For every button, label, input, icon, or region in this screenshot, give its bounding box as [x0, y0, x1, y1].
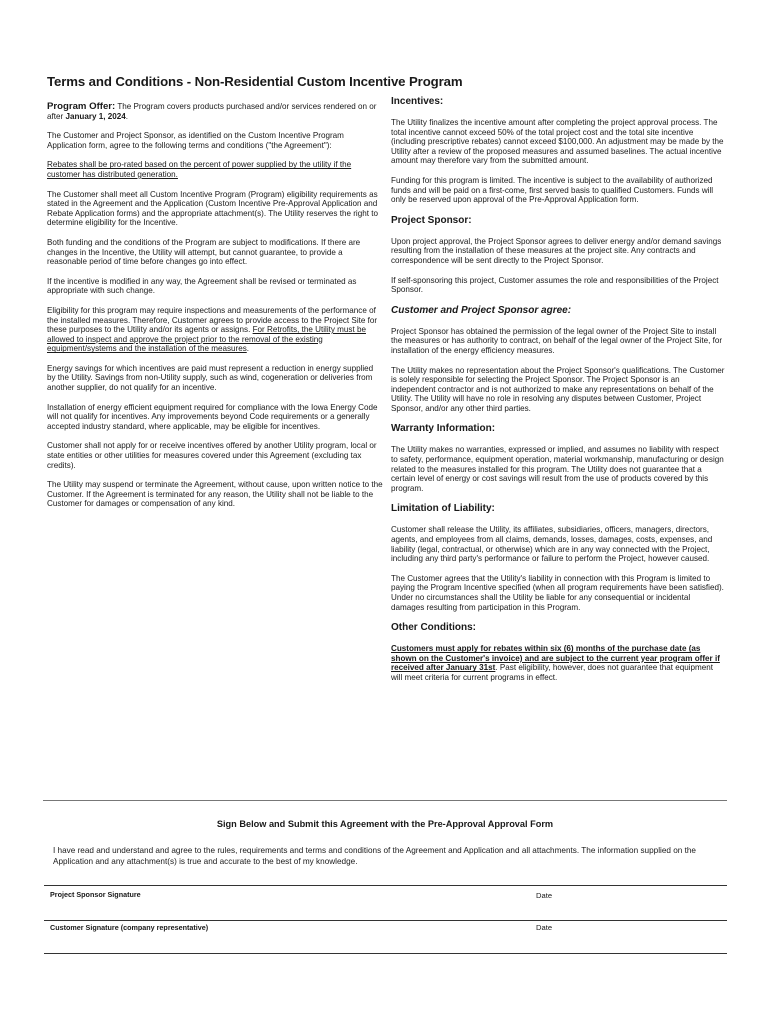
- left-column: [47, 102, 383, 519]
- text-span: Eligibility for this program may require inspections and measurements of the performance of the installed measures. Therefore, Customer agrees to provide access to the Project Site for these purposes to the Utility and/or its agents or assigns.: [47, 305, 378, 335]
- right-paragraph: The Utility makes no warranties, expressed or implied, and assumes no liability with respect to safety, performance, equipment operation, material workmanship, manufacturing or design related to the measures installed for this program. The Utility does not guarantee that a certain level of energy or cost savings will result from the use of products covered by this program.: [391, 445, 724, 493]
- heading-liability: Limitation of Liability:: [391, 503, 495, 515]
- customer-signature-label: Customer Signature (company representative): [50, 923, 209, 932]
- text-span: . Past eligibility, however, does not guarantee that equipment will meet criteria for current programs in effect.: [391, 663, 714, 682]
- left-paragraph: Installation of energy efficient equipment required for compliance with the Iowa Energy Code will not qualify for incentives. Any improvements beyond Code requirements or a generally accepted industry standard, where applicable, may be eligible for incentives.: [47, 402, 378, 431]
- program-offer: [47, 102, 383, 121]
- signature-section-title: Sign Below and Submit this Agreement with the Pre-Approval Approval Form: [216, 819, 554, 829]
- left-paragraph: Energy savings for which incentives are paid must represent a reduction in energy supplied by the Utility. Savings from non-Utility supply, such as wind, cogeneration or deliveries from another supplier, do not qualify for an incentive.: [47, 363, 374, 393]
- project-sponsor-signature-line[interactable]: [44, 920, 727, 921]
- text-span: .: [246, 344, 250, 354]
- heading-other-conditions: Other Conditions:: [391, 622, 476, 634]
- right-paragraph: The Utility makes no representation about the Project Sponsor's qualifications. The Customer is solely responsible for selecting the Project Sponsor. The Project Sponsor is an independent contractor and is not authorized to make any representations on behalf of the Utility. The Utility will have no role in resolving any disputes between Customer, Project Sponsor, and/or any other third parties.: [391, 365, 725, 413]
- bold-underlined-text: Customers must apply for rebates within six (6) months of the purchase date (as shown on the Customer's invoice) and are subject to the current year program offer if received after January 31st: [391, 644, 720, 673]
- program-offer-date: January 1, 2024: [65, 111, 126, 121]
- right-paragraph: If self-sponsoring this project, Customer assumes the role and responsibilities of the Project Sponsor.: [391, 275, 719, 295]
- right-paragraph: [391, 644, 725, 682]
- program-offer-text: The Program covers products purchased and/or services rendered on or after: [47, 102, 377, 121]
- program-offer-label: Program Offer:: [47, 101, 116, 112]
- right-paragraph: Upon project approval, the Project Sponsor agrees to deliver energy and/or demand savings resulting from the installation of these measures at the project site. Any contracts and correspondence will be sent directly to the Project Sponsor.: [391, 236, 722, 265]
- page-title: Terms and Conditions - Non-Residential Custom Incentive Program: [47, 74, 463, 89]
- agreement-statement: I have read and understand and agree to the rules, requirements and terms and conditions of the Agreement and Application and all attachments. The information supplied on the Application and any attachment(s) is true and accurate to the best of my knowledge.: [53, 846, 696, 866]
- signature-top-rule: [44, 885, 727, 886]
- section-divider: [43, 800, 727, 801]
- right-paragraph: The Utility finalizes the incentive amount after completing the project approval process. The total incentive cannot exceed 50% of the total project cost and the total site incentive (including prescriptive rebates) cannot exceed $100,000. An adjustment may be made by the Utility after a review of the proposed measures and assumed baselines. The actual incentive amount may therefore vary from the submitted amount.: [391, 118, 724, 166]
- left-paragraph: Customer shall not apply for or receive incentives offered by another Utility program, local or state entities or other utilities for measures covered under this Agreement (excluding tax credits).: [47, 441, 377, 470]
- left-paragraph: Rebates shall be pro-rated based on the percent of power supplied by the utility if the customer has distributed generation.: [47, 160, 352, 179]
- project-sponsor-signature-label: Project Sponsor Signature: [50, 890, 141, 899]
- customer-signature-line[interactable]: [44, 953, 727, 954]
- heading-customer-sponsor-agree: Customer and Project Sponsor agree:: [391, 304, 572, 316]
- left-paragraph: The Utility may suspend or terminate the Agreement, without cause, upon written notice to the Customer. If the Agreement is terminated for any reason, the Utility shall not be liable to the Customer for damages or compensation of any kind.: [47, 480, 383, 509]
- heading-project-sponsor: Project Sponsor:: [391, 214, 472, 226]
- left-paragraph: The Customer shall meet all Custom Incentive Program (Program) eligibility requirements as stated in the Agreement and the Application (Custom Incentive Pre-Approval Application and Rebate Application forms) and the appropriate attachment(s). The Utility reserves the right to determine eligibility for the Incentive.: [47, 189, 378, 228]
- heading-incentives: Incentives:: [391, 96, 444, 107]
- left-paragraph: The Customer and Project Sponsor, as identified on the Custom Incentive Program Application form, agree to the following terms and conditions ("the Agreement"):: [47, 131, 344, 150]
- date-label: Date: [536, 923, 553, 932]
- right-column: [391, 96, 725, 693]
- program-offer-end: .: [125, 111, 128, 121]
- underlined-text: For Retrofits, the Utility must be allowed to inspect and approve the project prior to the removal of the existing equipment/systems and the installation of the measures: [47, 325, 366, 354]
- date-label: Date: [536, 891, 553, 900]
- right-paragraph: Funding for this program is limited. The incentive is subject to the availability of authorized funds and will be paid on a first-come, first served basis to qualified Customers. Funds will only be reserved upon approval of the Pre-Approval Application form.: [391, 175, 714, 205]
- left-paragraph: If the incentive is modified in any way, the Agreement shall be revised or terminated as appropriate with such change.: [47, 276, 357, 296]
- left-paragraph: Both funding and the conditions of the Program are subject to modifications. If there are changes in the Incentive, the Utility will attempt, but cannot guarantee, to provide a reasonable period of time before changes go into effect.: [47, 237, 361, 267]
- right-paragraph: The Customer agrees that the Utility's liability in connection with this Program is limited to paying the Program Incentive specified (when all program requirements have been satisfied). Under no circumstances shall the Utility be liable for any consequential or incidental damages resulting from participation in this Program.: [391, 573, 724, 612]
- heading-warranty: Warranty Information:: [391, 423, 496, 435]
- right-paragraph: Customer shall release the Utility, its affiliates, subsidiaries, officers, managers, directors, agents, and employees from all claims, demands, losses, damages, costs, expenses, and liability (legal, contractual, or otherwise) which are in any way connected with the Project, including any third party's performance or failure to perform the Project, however caused.: [391, 525, 713, 564]
- right-paragraph: Project Sponsor has obtained the permission of the legal owner of the Project Site to install the measures or has authority to contract, on behalf of the legal owner of the Project Site, for installation of the energy efficiency measures.: [391, 326, 723, 355]
- left-paragraph: [47, 306, 383, 354]
